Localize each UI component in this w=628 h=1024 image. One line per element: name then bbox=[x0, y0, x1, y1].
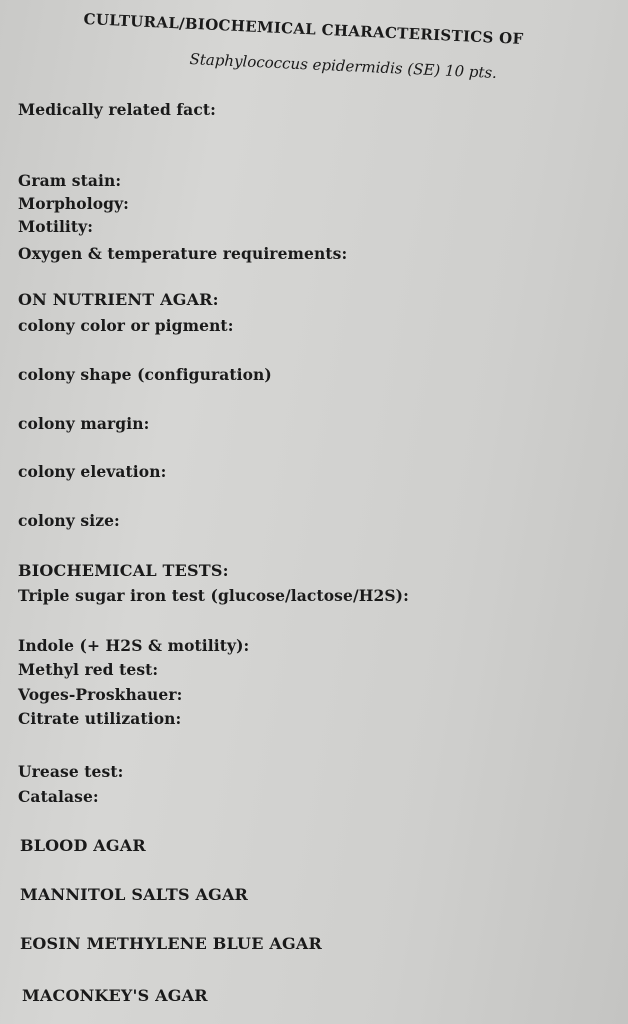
colony-size-label: colony size: bbox=[18, 511, 120, 530]
morphology-label: Morphology: bbox=[18, 194, 130, 213]
emb-agar-heading: EOSIN METHYLENE BLUE AGAR bbox=[20, 934, 322, 953]
nutrient-agar-heading: ON NUTRIENT AGAR: bbox=[18, 290, 219, 309]
maconkey-agar-heading: MACONKEY'S AGAR bbox=[22, 986, 208, 1005]
organism-subtitle: Staphylococcus epidermidis (SE) 10 pts. bbox=[189, 50, 498, 82]
mannitol-salts-agar-heading: MANNITOL SALTS AGAR bbox=[20, 885, 249, 904]
oxygen-temperature-label: Oxygen & temperature requirements: bbox=[18, 244, 348, 263]
motility-label: Motility: bbox=[18, 217, 94, 236]
biochemical-tests-heading: BIOCHEMICAL TESTS: bbox=[18, 561, 229, 580]
colony-shape-label: colony shape (configuration) bbox=[18, 365, 272, 384]
blood-agar-heading: BLOOD AGAR bbox=[20, 836, 146, 855]
medical-fact-label: Medically related fact: bbox=[18, 100, 216, 119]
worksheet-title: CULTURAL/BIOCHEMICAL CHARACTERISTICS OF bbox=[83, 10, 524, 48]
urease-label: Urease test: bbox=[18, 762, 124, 781]
catalase-label: Catalase: bbox=[18, 787, 99, 806]
gram-stain-label: Gram stain: bbox=[18, 171, 122, 190]
colony-elevation-label: colony elevation: bbox=[18, 462, 167, 481]
colony-margin-label: colony margin: bbox=[18, 414, 150, 433]
voges-proskhauer-label: Voges-Proskhauer: bbox=[18, 685, 183, 704]
tsi-test-label: Triple sugar iron test (glucose/lactose/H2S): bbox=[18, 586, 409, 605]
indole-test-label: Indole (+ H2S & motility): bbox=[18, 636, 250, 655]
methyl-red-label: Methyl red test: bbox=[18, 660, 159, 679]
citrate-label: Citrate utilization: bbox=[18, 709, 182, 728]
colony-color-label: colony color or pigment: bbox=[18, 316, 234, 335]
